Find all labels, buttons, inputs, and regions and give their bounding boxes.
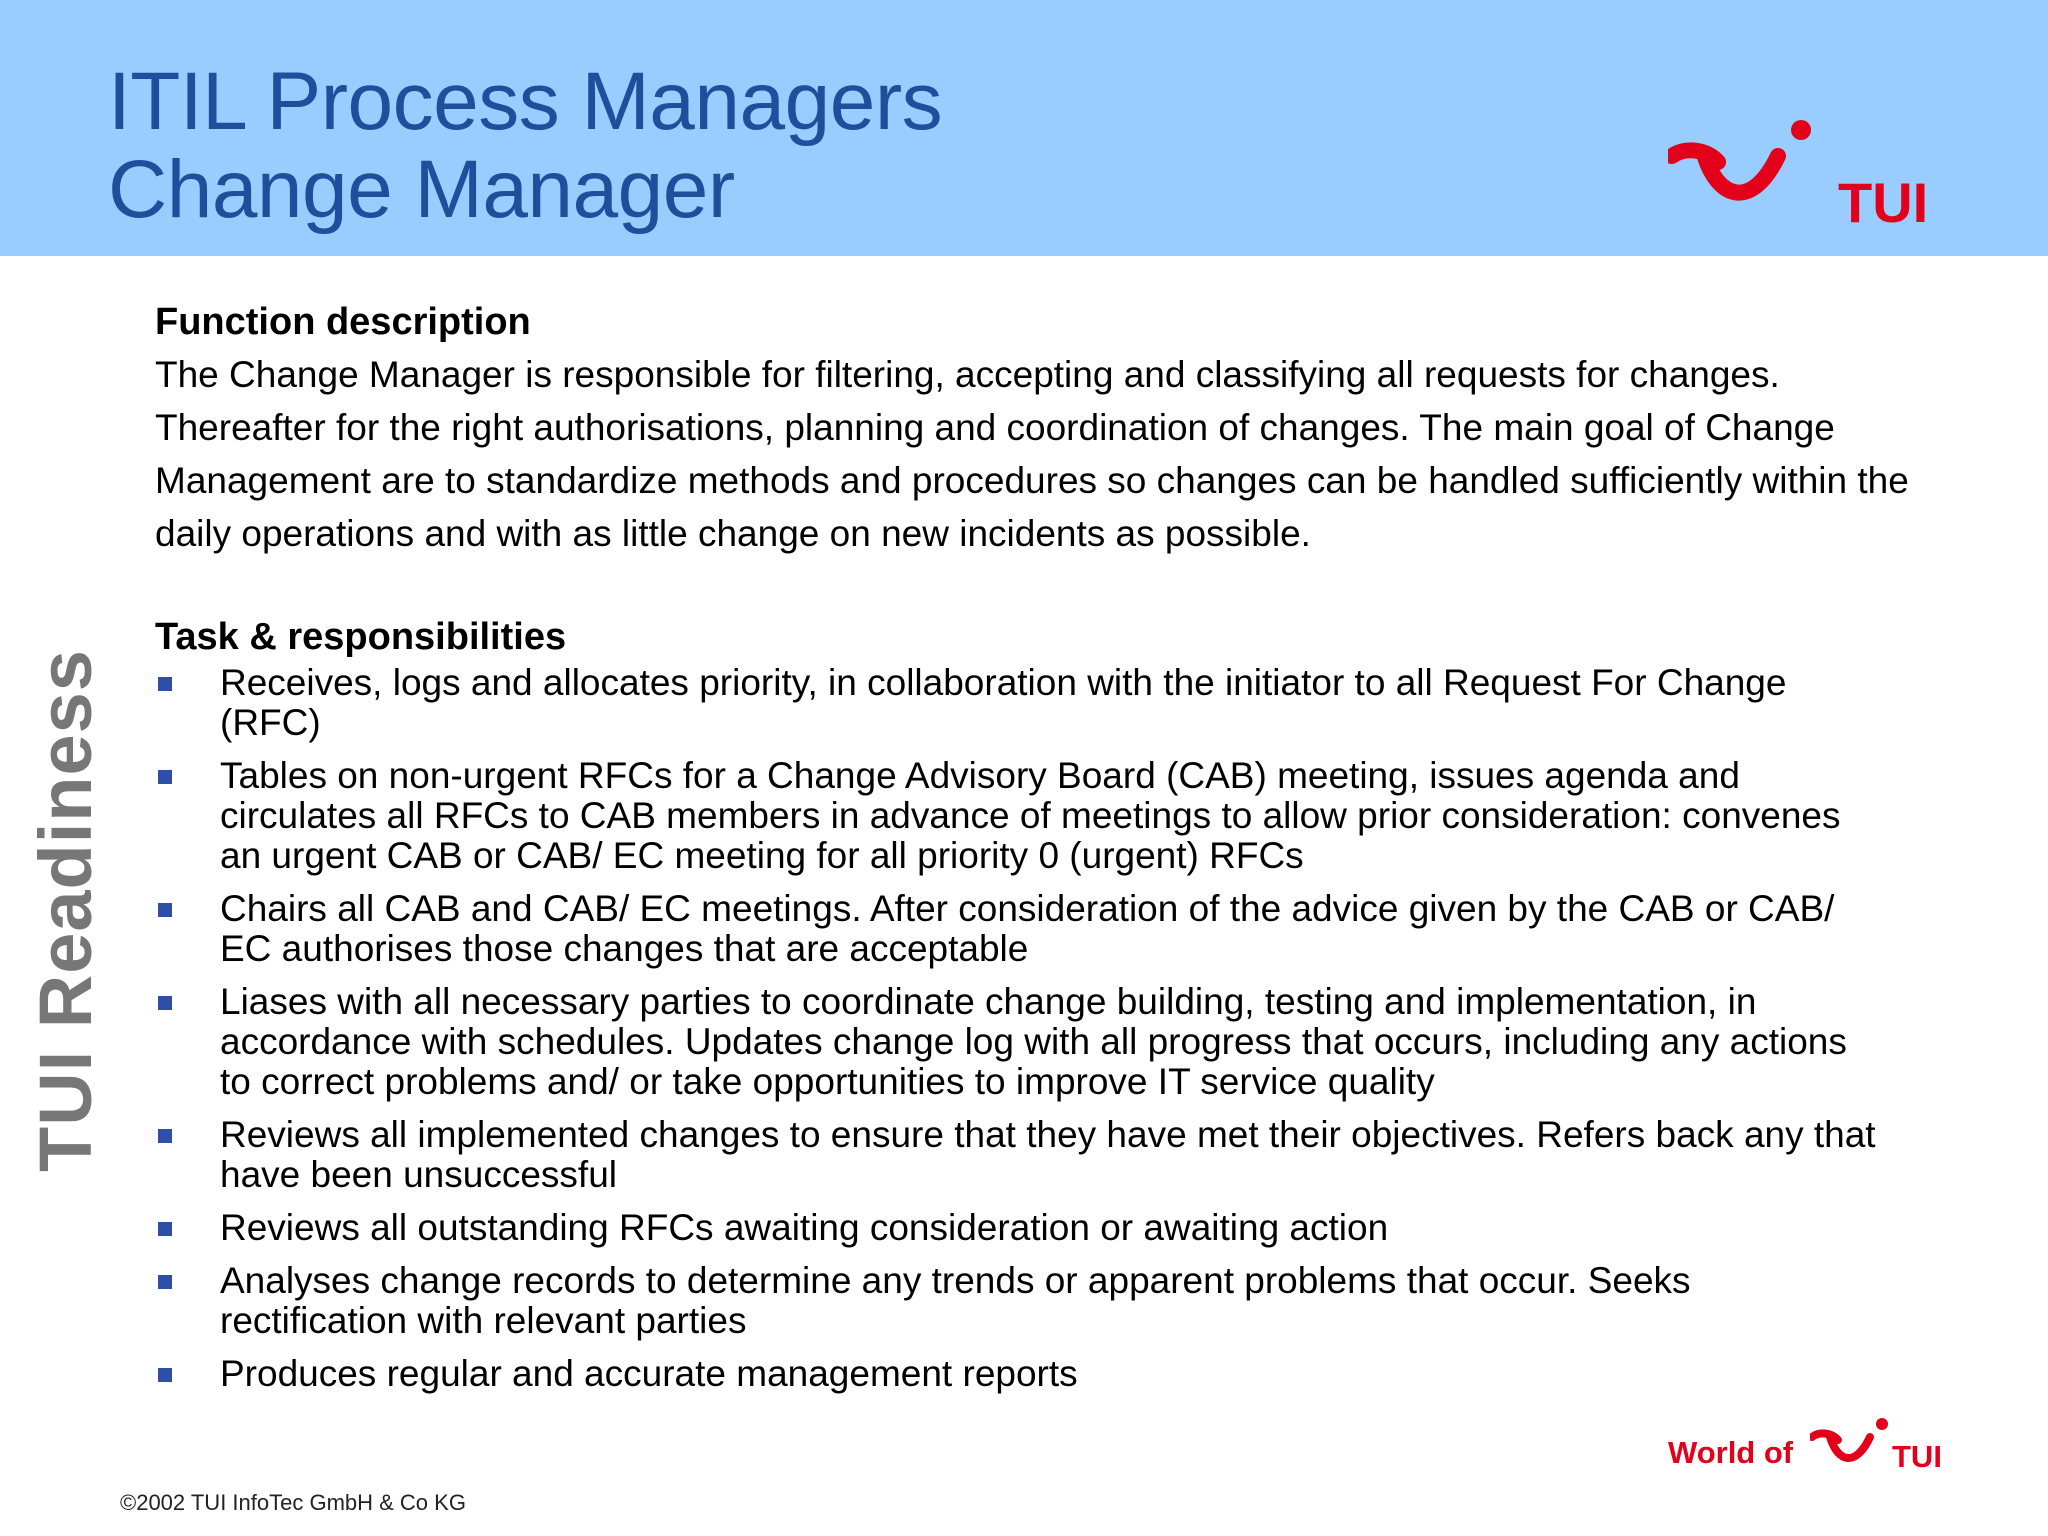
task-item	[155, 1354, 1885, 1394]
task-item	[155, 663, 1885, 743]
bullet-square-icon	[158, 770, 172, 784]
function-description-heading: Function description	[155, 301, 531, 343]
tui-logo-text: TUI	[1838, 171, 1929, 232]
tasks-heading: Task & responsibilities	[155, 616, 567, 658]
tui-smile-logo-icon	[1672, 120, 1811, 193]
task-text: Reviews all outstanding RFCs awaiting consideration or awaiting action	[220, 1207, 1389, 1248]
task-item	[155, 1208, 1885, 1248]
copyright-text: ©2002 TUI InfoTec GmbH & Co KG	[120, 1490, 466, 1515]
task-text: Reviews all implemented changes to ensure that they have met their objectives. Refers back any that have been unsuccessful	[220, 1114, 1876, 1195]
bullet-square-icon	[158, 1275, 172, 1289]
world-tui-text: TUI	[1892, 1439, 1942, 1474]
bullet-square-icon	[158, 677, 172, 691]
task-item	[155, 1261, 1885, 1341]
title-line-1: ITIL Process Managers	[108, 56, 943, 147]
page-title	[108, 58, 942, 234]
task-text: Produces regular and accurate management reports	[220, 1353, 1078, 1394]
side-label: TUI Readiness	[24, 649, 107, 1172]
task-text: Tables on non-urgent RFCs for a Change Advisory Board (CAB) meeting, issues agenda and circulates all RFCs to CAB members in advance of meetings to allow prior consideration: convenes an urgent CAB or CAB/ EC meeting for all priority 0 (urgent) RFCs	[220, 755, 1841, 876]
task-item	[155, 756, 1885, 876]
bullet-square-icon	[158, 1222, 172, 1236]
bullet-square-icon	[158, 903, 172, 917]
task-text: Liases with all necessary parties to coordinate change building, testing and implementation, in accordance with schedules. Updates change log with all progress that occurs, including any actions to correct problems and/ or take opportunities to improve IT service quality	[220, 981, 1847, 1102]
bullet-square-icon	[158, 996, 172, 1010]
task-item	[155, 1115, 1885, 1195]
task-text: Analyses change records to determine any trends or apparent problems that occur. Seeks rectification with relevant parties	[220, 1260, 1691, 1341]
function-description-text: The Change Manager is responsible for filtering, accepting and classifying all requests for changes. Thereafter for the right authorisations, planning and coordination of changes. The main goal of Change Management are to standardize methods and procedures so changes can be handled sufficiently within the daily operations and with as little change on new incidents as possible.	[155, 354, 1909, 554]
task-item	[155, 889, 1885, 969]
tasks-list	[155, 663, 1915, 1394]
task-text: Chairs all CAB and CAB/ EC meetings. After consideration of the advice given by the CAB or CAB/ EC authorises those changes that are acceptable	[220, 888, 1835, 969]
world-of-text: World of	[1668, 1435, 1794, 1470]
header-band	[0, 0, 2048, 256]
title-line-2: Change Manager	[108, 144, 735, 235]
world-of-tui-logo	[1668, 1415, 1948, 1475]
tui-logo	[1668, 112, 1948, 232]
task-text: Receives, logs and allocates priority, in collaboration with the initiator to all Request For Change (RFC)	[220, 662, 1787, 743]
task-item	[155, 982, 1885, 1102]
main-content	[155, 296, 1915, 1407]
tui-smile-small-icon	[1810, 1415, 1948, 1475]
bullet-square-icon	[158, 1129, 172, 1143]
bullet-square-icon	[158, 1368, 172, 1382]
